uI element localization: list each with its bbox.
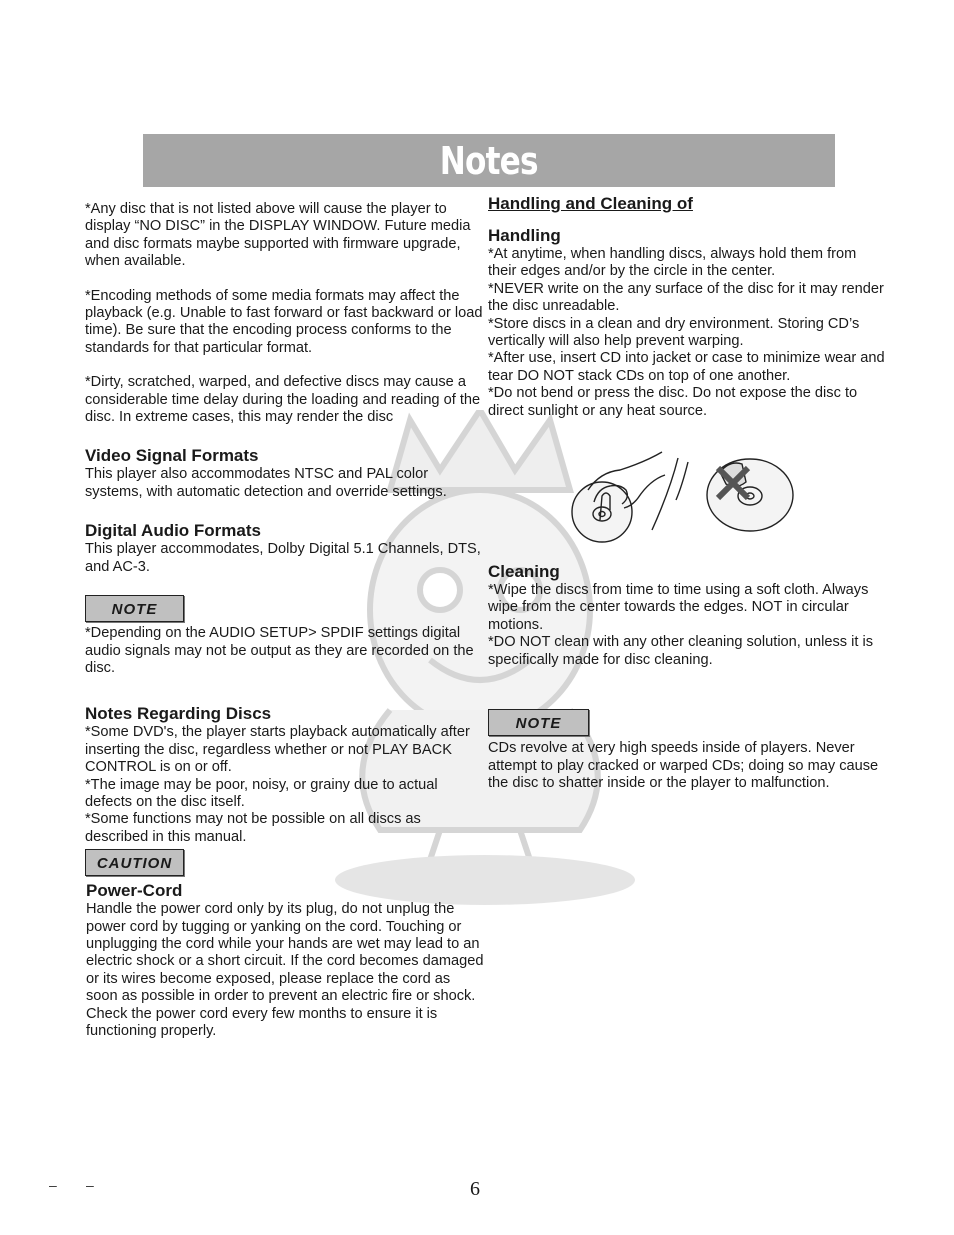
paragraph-handling-never-write: *NEVER write on the any surface of the disc for it may render the disc unreadable. [488, 280, 884, 315]
paragraph-handling-do-not-bend: *Do not bend or press the disc. Do not expose the disc to direct sunlight or any heat source. [488, 385, 858, 419]
page-title: Notes [440, 138, 538, 183]
paragraph-power-cord: Handle the power cord only by its plug, do not unplug the power cord by tugging or yanking on the cord. Touching or unplugging the cord while your hands are wet may lead to an electric shock or a short circuit. If the cord becomes damaged or its wires become exposed, please replace the cord as soon as possible in order to prevent an electric fire or shock. Check the power cord every few months to ensure it is functioning properly. [86, 901, 484, 1039]
note-label-right: NOTE [488, 709, 589, 736]
left-column [85, 201, 485, 1040]
paragraph-handling-storage: *Store discs in a clean and dry environment. Storing CD’s vertically will also help prevent warping. [488, 315, 860, 350]
disc-handling-illustration [570, 450, 800, 550]
heading-handling-and-cleaning: Handling and Cleaning of [488, 194, 693, 213]
paragraph-cleaning-solution: *DO NOT clean with any other cleaning solution, unless it is specifically made for disc cleaning. [488, 634, 874, 668]
heading-video-signal-formats: Video Signal Formats [85, 446, 259, 466]
heading-handling: Handling [488, 226, 561, 245]
heading-digital-audio-formats: Digital Audio Formats [85, 521, 261, 541]
paragraph-encoding-methods: *Encoding methods of some media formats may affect the playback (e.g. Unable to fast forward or fast backward or load time). Be sure that the encoding process conforms to the standards for that particular format. [85, 287, 483, 356]
paragraph-video-signal-formats: This player also accommodates NTSC and PAL color systems, with automatic detection and override settings. [85, 466, 447, 500]
footer-dash-left: – [49, 1177, 57, 1193]
heading-power-cord: Power-Cord [86, 881, 183, 901]
note-label-left: NOTE [85, 595, 184, 622]
paragraph-defective-discs: *Dirty, scratched, warped, and defective discs may cause a considerable time delay during the loading and reading of the disc. In extreme cases, this may render the disc [85, 374, 481, 426]
footer-dash-right: – [86, 1177, 94, 1193]
paragraph-note-spdif: *Depending on the AUDIO SETUP> SPDIF settings digital audio signals may not be output as they are recorded on the disc. [85, 625, 474, 676]
paragraph-note-cd-speed: CDs revolve at very high speeds inside of players. Never attempt to play cracked or warped CDs; doing so may cause the disc to shatter inside or the player to malfunction. [488, 740, 879, 791]
paragraph-handling-after-use: *After use, insert CD into jacket or case to minimize wear and tear DO NOT stack CDs on top of one another. [488, 350, 885, 384]
page-title-banner [143, 134, 835, 187]
hand-holding-disc-icon [572, 452, 688, 542]
caution-label: CAUTION [85, 849, 184, 876]
paragraph-discs-image-quality: *The image may be poor, noisy, or grainy due to actual defects on the disc itself. [85, 776, 438, 810]
paragraph-digital-audio-formats: This player accommodates, Dolby Digital 5.1 Channels, DTS, and AC-3. [85, 541, 481, 575]
heading-notes-regarding-discs: Notes Regarding Discs [85, 704, 272, 724]
paragraph-discs-functions: *Some functions may not be possible on all discs as described in this manual. [85, 811, 421, 845]
paragraph-discs-autoplay: *Some DVD's, the player starts playback automatically after inserting the disc, regardless whether or not PLAY BACK CONTROL is on or off. [85, 724, 470, 776]
paragraph-handling-edges: *At anytime, when handling discs, always hold them from their edges and/or by the circle in the center. [488, 246, 857, 280]
crossed-out-disc-icon [707, 459, 793, 531]
paragraph-cleaning-wipe: *Wipe the discs from time to time using a soft cloth. Always wipe from the center towards the edges. NOT in circular motions. [488, 582, 869, 633]
page-number: 6 [470, 1178, 480, 1200]
heading-cleaning: Cleaning [488, 562, 560, 582]
paragraph-unlisted-discs: *Any disc that is not listed above will cause the player to display “NO DISC” in the DISPLAY WINDOW. Future media and disc formats maybe supported with firmware upgrade, when available. [85, 201, 471, 270]
